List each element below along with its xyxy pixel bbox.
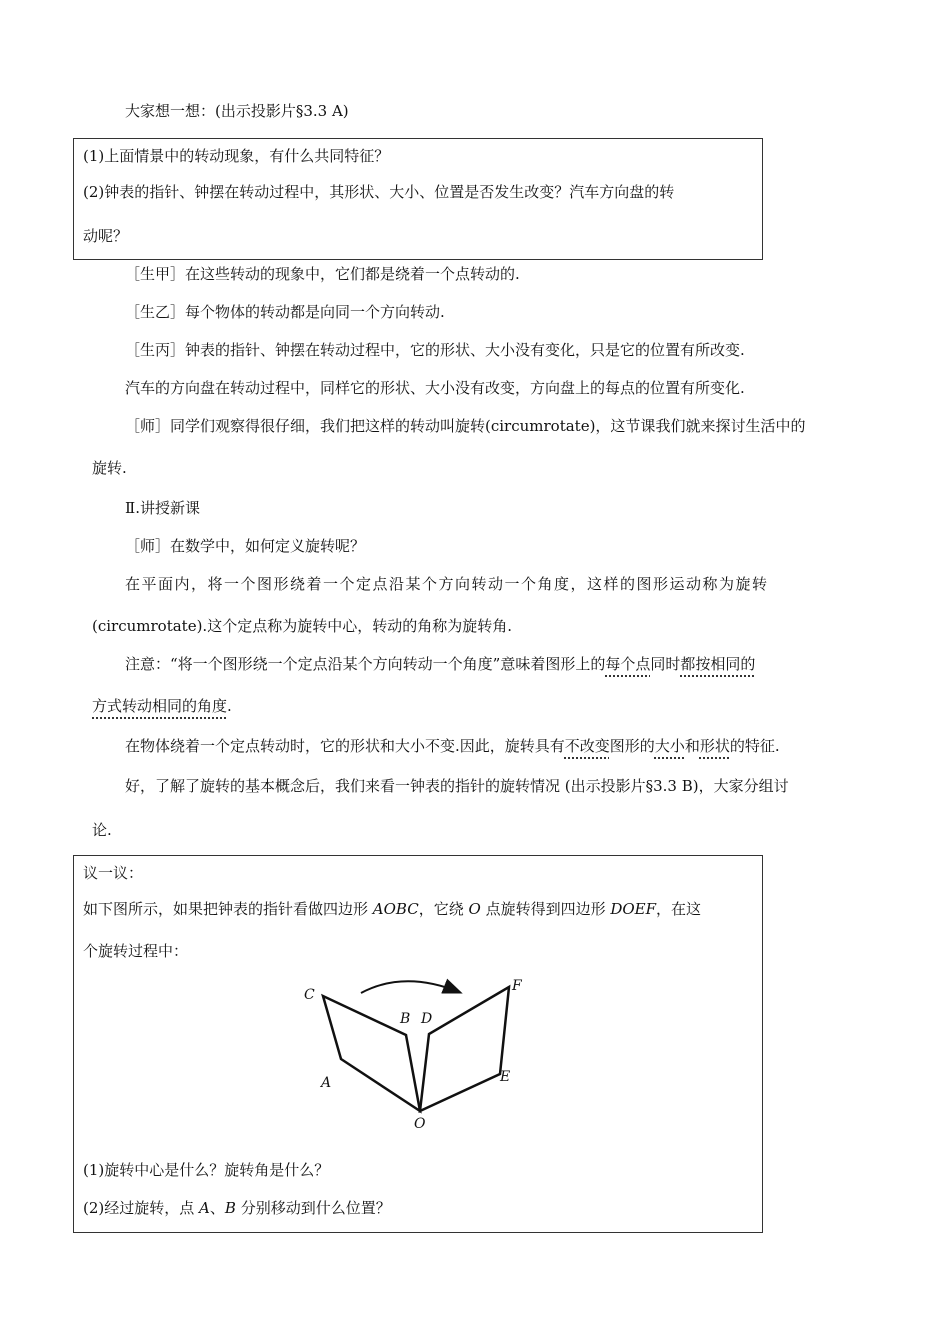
note-emphasis-3: 方式转动相同的角度: [92, 697, 228, 715]
discussion-question-2: [83, 1197, 391, 1218]
intro-line: 大家想一想：(出示投影片§3.3 A): [125, 102, 349, 120]
note-emphasis-2: 都按相同的: [680, 655, 756, 673]
label-a: A: [321, 1075, 332, 1091]
q2-text: (2)经过旋转，点: [83, 1199, 200, 1217]
label-e: E: [500, 1069, 511, 1085]
desc-doef: DOEF: [610, 900, 657, 918]
label-f: F: [512, 978, 522, 994]
student-bing: ［生丙］钟表的指针、钟摆在转动过程中，它的形状、大小没有变化，只是它的位置有所改变.: [125, 341, 745, 359]
discussion-box: [73, 855, 763, 1233]
desc-text: 如下图所示，如果把钟表的指针看做四边形: [83, 900, 373, 918]
discussion-question-1: (1)旋转中心是什么？旋转角是什么？: [83, 1161, 330, 1179]
definition-line-1: 在平面内，将一个图形绕着一个定点沿某个方向转动一个角度，这样的图形运动称为旋转: [125, 575, 769, 593]
section-title: Ⅱ.讲授新课: [125, 499, 200, 517]
property-mid: 图形的: [609, 737, 655, 755]
discuss-line-1: 好，了解了旋转的基本概念后，我们来看一钟表的指针的旋转情况 (出示投影片§3.3 B)，大家分组讨: [125, 777, 789, 795]
quadrilateral-doef: [420, 987, 509, 1111]
property-end: 的特征.: [729, 737, 780, 755]
desc-o: O: [468, 900, 481, 918]
label-c: C: [304, 987, 315, 1003]
note-line-1: [125, 653, 755, 674]
property-text: 在物体绕着一个定点转动时，它的形状和大小不变.因此，旋转具有: [125, 737, 565, 755]
note-line-2: [92, 695, 232, 716]
desc-text-4: ，在这: [656, 900, 702, 918]
property-line: [125, 735, 780, 756]
desc-text-3: 点旋转得到四边形: [480, 900, 611, 918]
property-mid-2: 和: [684, 737, 700, 755]
rotation-figure: [294, 974, 574, 1134]
teacher-line-1b: 旋转.: [92, 459, 127, 477]
property-emphasis-3: 形状: [699, 737, 730, 755]
property-emphasis-2: 大小: [654, 737, 685, 755]
definition-line-2: (circumrotate).这个定点称为旋转中心，转动的角称为旋转角.: [92, 617, 512, 635]
question-box: [73, 138, 763, 260]
desc-text-2: ，它绕: [418, 900, 469, 918]
label-d: D: [421, 1011, 433, 1027]
discussion-desc-2: 个旋转过程中：: [83, 942, 189, 960]
label-b: B: [400, 1011, 411, 1027]
question-1: (1)上面情景中的转动现象，有什么共同特征？: [83, 147, 390, 165]
note-emphasis-1: 每个点: [605, 655, 651, 673]
teacher-question: ［师］在数学中，如何定义旋转呢？: [125, 537, 366, 555]
rotation-arrow: [361, 981, 459, 993]
teacher-line-1a: ［师］同学们观察得很仔细，我们把这样的转动叫旋转(circumrotate)，这节课我们就来探讨生活中的: [125, 417, 806, 435]
q2-end: 分别移动到什么位置？: [235, 1199, 391, 1217]
note-end: .: [227, 697, 232, 715]
note-text: 注意：“将一个图形绕一个定点沿某个方向转动一个角度”意味着图形上的: [125, 655, 606, 673]
q2-point-a: A: [199, 1199, 210, 1217]
discussion-desc-1: [83, 898, 701, 919]
desc-aobc: AOBC: [372, 900, 419, 918]
property-emphasis-1: 不改变: [564, 737, 610, 755]
note-text-mid: 同时: [650, 655, 681, 673]
label-o: O: [414, 1116, 426, 1132]
question-2-line-2: 动呢？: [83, 227, 129, 245]
car-wheel-text: 汽车的方向盘在转动过程中，同样它的形状、大小没有改变，方向盘上的每点的位置有所变化.: [125, 379, 745, 397]
q2-sep: 、: [209, 1199, 225, 1217]
question-2-line-1: (2)钟表的指针、钟摆在转动过程中，其形状、大小、位置是否发生改变？汽车方向盘的转: [83, 183, 675, 201]
discussion-title: 议一议：: [83, 864, 144, 882]
q2-point-b: B: [224, 1199, 236, 1217]
student-jia: ［生甲］在这些转动的现象中，它们都是绕着一个点转动的.: [125, 265, 520, 283]
discuss-line-2: 论.: [92, 821, 112, 839]
student-yi: ［生乙］每个物体的转动都是向同一个方向转动.: [125, 303, 445, 321]
